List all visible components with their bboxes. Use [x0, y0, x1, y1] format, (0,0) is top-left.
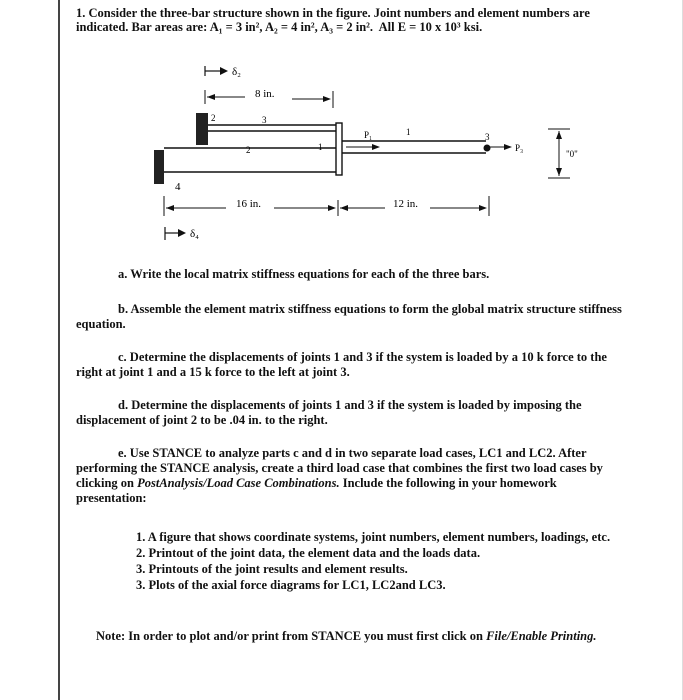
part-e-line-4: presentation: [76, 491, 147, 505]
upper-wall-support [196, 113, 208, 145]
part-e-line-2: performing the STANCE analysis, create a third load case that combines the first two load cases by [76, 461, 603, 475]
lower-wall-support [154, 150, 164, 184]
p3-label: P₃ [515, 143, 524, 153]
part-b-line-1: b. Assemble the element matrix stiffness equations to form the global matrix structure stiffness [118, 302, 622, 316]
p1-label: P₁ [364, 130, 373, 140]
joint-4-label: 4 [175, 181, 181, 193]
part-e-line-3-suffix: Include the following in your homework [339, 476, 557, 490]
part-a: a. Write the local matrix stiffness equations for each of the three bars. [118, 267, 490, 281]
part-d-line-1: d. Determine the displacements of joints 1 and 3 if the system is loaded by imposing the [118, 398, 582, 412]
dim-8in [205, 88, 333, 108]
list-item-1: 1. A figure that shows coordinate systems, joint numbers, element numbers, loadings, etc. [136, 530, 611, 544]
dim-16-label: 16 in. [236, 198, 262, 210]
gap-zero-label: "0" [566, 149, 578, 159]
note [96, 629, 597, 644]
delta2-label: δ₂ [232, 66, 242, 78]
three-bar-figure [0, 0, 683, 260]
area-a3: A₃ = 2 in² [320, 20, 370, 34]
element-2-label: 2 [246, 145, 251, 155]
problem-line-2: indicated. Bar areas are: A₁ = 3 in², A₂ = 4 in², A₃ = 2 in². All E = 10 x 10³ ksi. [76, 20, 483, 34]
part-b-line-2: equation. [76, 317, 126, 331]
note-prefix: Note: In order to plot and/or print from STANCE you must first click on [96, 629, 487, 643]
dim-8-label: 8 in. [255, 88, 275, 100]
part-c-line-1: c. Determine the displacements of joints 1 and 3 if the system is loaded by a 10 k force to the [118, 350, 607, 364]
note-menu-path: File/Enable Printing. [486, 629, 597, 643]
delta2-indicator [205, 66, 241, 78]
problem-number: 1. [76, 6, 86, 20]
list-item-4: 3. Plots of the axial force diagrams for LC1, LC2and LC3. [136, 578, 446, 592]
part-c-line-2: right at joint 1 and a 15 k force to the left at joint 3. [76, 365, 350, 379]
part-e-menu-path: PostAnalysis/Load Case Combinations. [137, 476, 340, 490]
area-a2: A₂ = 4 in² [264, 20, 315, 34]
joint-1-label: 1 [318, 142, 323, 152]
part-e-line-1: e. Use STANCE to analyze parts c and d in two separate load cases, LC1 and LC2. After [118, 446, 587, 460]
rigid-link-joint-1 [336, 123, 342, 175]
list-item-2: 2. Printout of the joint data, the element data and the loads data. [136, 546, 481, 560]
dim-12-label: 12 in. [393, 198, 419, 210]
list-item-3: 3. Printouts of the joint results and element results. [136, 562, 408, 576]
dim-16in-12in [164, 196, 489, 216]
joint-3-label: 3 [485, 132, 490, 142]
problem-intro: Consider the three-bar structure shown in the figure. Joint numbers and element numbers are [88, 6, 590, 20]
element-1-label: 1 [406, 127, 411, 137]
delta4-indicator [165, 227, 199, 240]
joint-2-label: 2 [211, 113, 216, 123]
part-e-line-3 [76, 476, 557, 491]
areas-prefix: indicated. Bar areas are: [76, 20, 210, 34]
part-e-line-3-prefix: clicking on [76, 476, 138, 490]
element-3-label-upper: 3 [262, 115, 267, 125]
delta4-label: δ₄ [190, 228, 200, 240]
part-d-line-2: displacement of joint 2 to be .04 in. to the right. [76, 413, 328, 427]
modulus-text: All E = 10 x 10³ ksi. [378, 20, 483, 34]
area-a1: A₁ = 3 in² [209, 20, 260, 34]
